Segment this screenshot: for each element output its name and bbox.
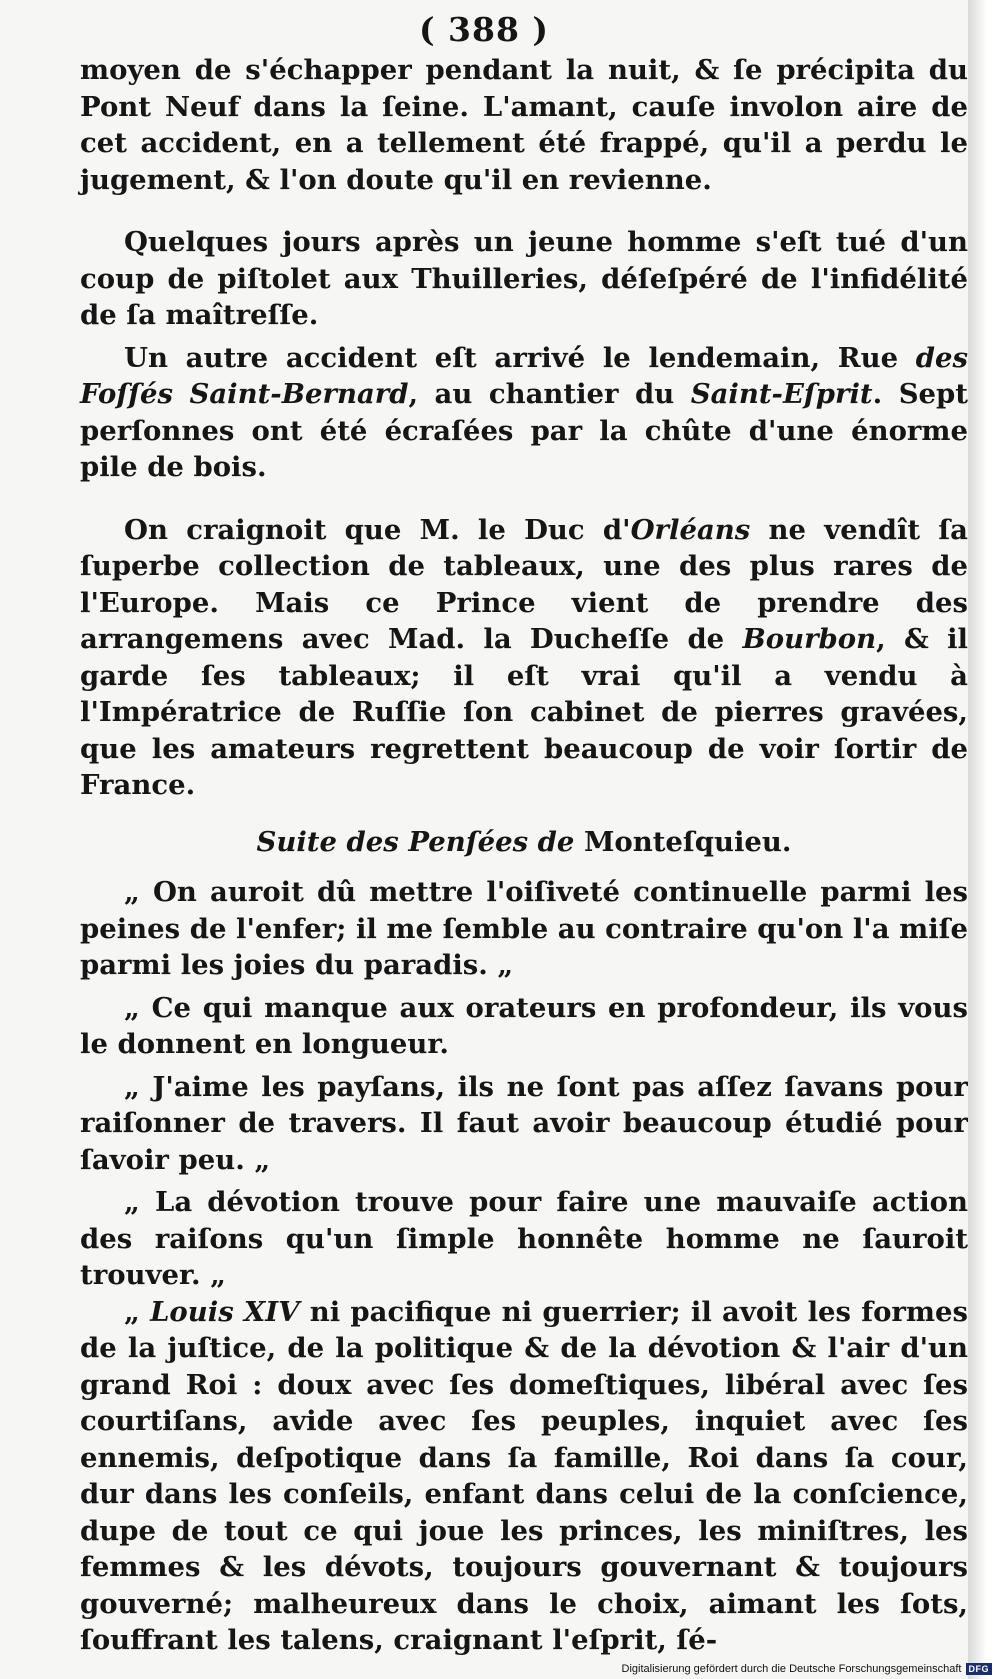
credit-text: Digitalisierung gefördert durch die Deutsche Forschungsgemeinschaft [621, 1663, 962, 1675]
paragraph-3-text-e: . Sept perſonnes ont été écraſées par la chûte d'une énorme pile de bois. [80, 378, 968, 483]
paragraph-2: Quelques jours après un jeune homme s'eſt tué d'un coup de piſtolet aux Thuilleries, déſeſpéré de l'infidélité de ſa maîtreſſe. [80, 226, 968, 331]
paragraph-3-text-a: Un autre accident eſt arrivé le lendemain, Rue [124, 341, 916, 374]
section-heading-author: Monteſquieu. [583, 825, 792, 858]
paragraph-3-text-c: , au chantier du [408, 378, 691, 410]
paragraph-4-text-a: On craignoit que M. le Duc d' [124, 513, 631, 546]
dfg-logo-icon: DFG [966, 1663, 993, 1675]
paragraph-4-text-e: , & il garde ſes tableaux; il eſt vrai qu'il a vendu à l'Impératrice de Ruſſie ſon cabinet de pierres gravées, que les amateurs regrettent beaucoup de voir ſortir de France. [80, 623, 969, 801]
quote-1: „ On auroit dû mettre l'oiſiveté continuelle parmi les peines de l'enfer; il me ſemble au contraire qu'on l'a miſe parmi les joies du paradis. „ [80, 876, 968, 981]
page-number: ( 388 ) [418, 10, 550, 49]
paragraph-3-place-name: Saint-Eſprit [690, 378, 873, 410]
quote-4: „ La dévotion trouve pour faire une mauvaiſe action des raiſons qu'un ſimple honnête homme ne ſauroit trouver. „ [80, 1186, 968, 1291]
quote-5-king-name: Louis XIV [150, 1295, 300, 1328]
paragraph-3-street-name: des Foſſés Saint-Bernard [80, 341, 968, 410]
quote-5-text-a: „ [124, 1295, 151, 1328]
quote-2: „ Ce qui manque aux orateurs en profondeur, ils vous le donnent en longueur. [80, 991, 968, 1060]
paragraph-4-duke-name: Orléans [630, 513, 751, 546]
quote-3: „ J'aime les payſans, ils ne ſont pas aſſez ſavans pour raiſonner de travers. Il faut avoir beaucoup étudié pour ſavoir peu. „ [80, 1070, 968, 1176]
digitization-credit [622, 1663, 992, 1675]
section-heading-italic: Suite des Penſées de [256, 825, 584, 858]
paragraph-3 [80, 340, 968, 486]
paragraph-4-duchess-name: Bourbon [742, 623, 877, 655]
scan-edge [968, 0, 1000, 1679]
quote-5 [80, 1294, 968, 1659]
section-heading [80, 824, 968, 861]
paragraph-4-text-c: ne vendît ſa ſuperbe collection de tableaux, une des plus rares de l'Europe. Mais ce Prince vient de prendre des arrangemens avec Mad. la Ducheſſe de [80, 513, 968, 655]
body-text [80, 52, 968, 1659]
paragraph-4 [80, 512, 968, 804]
paragraph-1: moyen de s'échapper pendant la nuit, & ſe précipita du Pont Neuf dans la ſeine. L'amant, cauſe involon aire de cet accident, en a tellement été frappé, qu'il a perdu le jugement, & l'on doute qu'il en revienne. [80, 54, 968, 196]
quote-5-text-c: ni pacifique ni guerrier; il avoit les formes de la juſtice, de la politique & de la dévotion & l'air d'un grand Roi : doux avec ſes domeſtiques, libéral avec ſes courtiſans, avide avec ſes peuples, inquiet avec ſes ennemis, deſpotique dans ſa famille, Roi dans ſa cour, dur dans les conſeils, enfant dans celui de la conſcience, dupe de tout ce qui joue les princes, les miniſtres, les femmes & les dévots, toujours gouvernant & toujours gouverné; malheureux dans le choix, aimant les ſots, ſouffrant les talens, craignant l'eſprit, ſé- [80, 1295, 968, 1656]
